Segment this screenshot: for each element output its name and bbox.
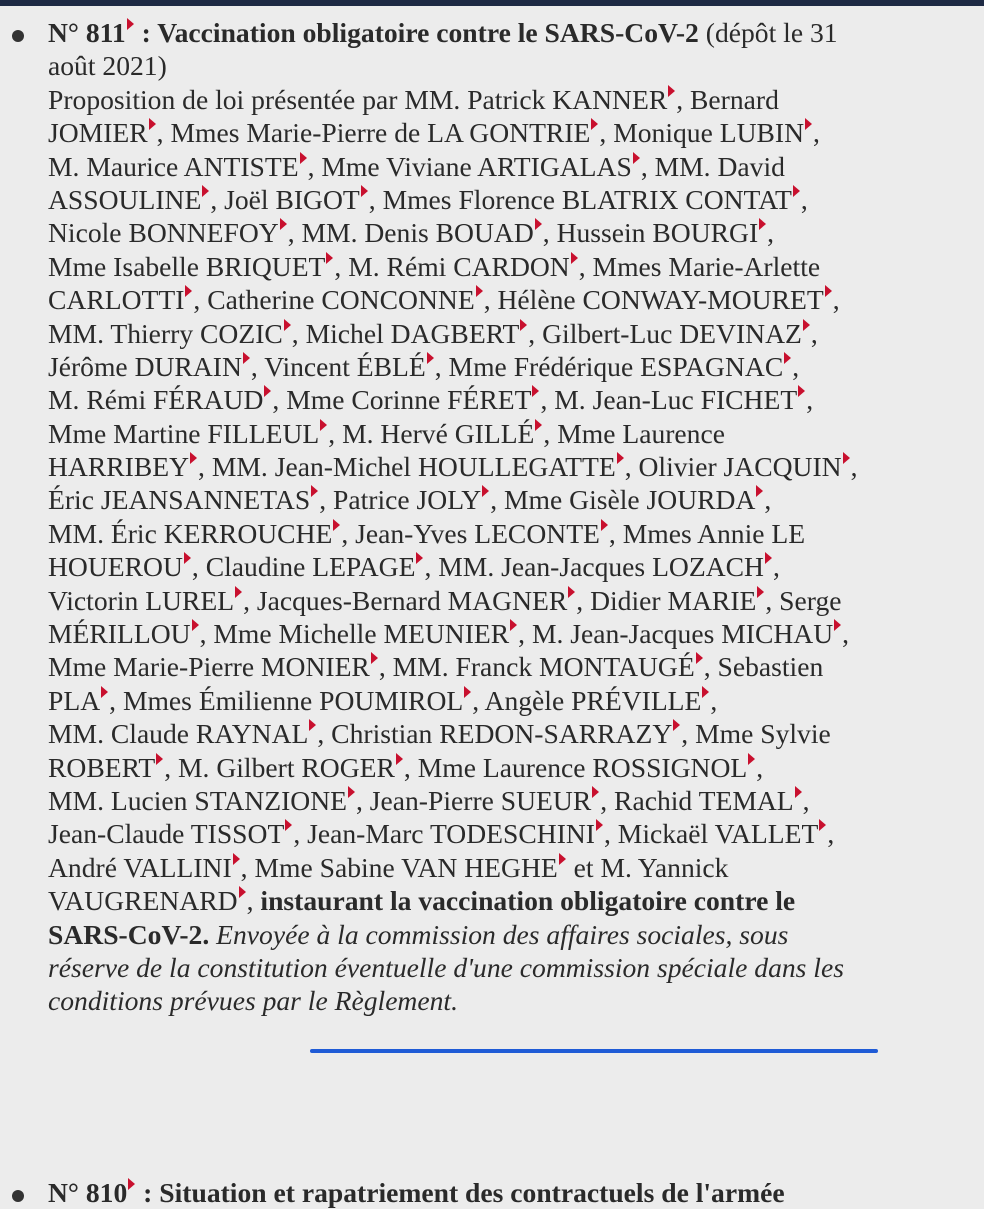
highlight-underline [310, 1049, 878, 1053]
senator-name-link[interactable]: Mme Marie-Pierre MONIER [48, 651, 370, 683]
senator-name-link[interactable]: , Hélène CONWAY-MOURET [483, 284, 824, 316]
text-line [48, 150, 970, 183]
marker-icon [568, 586, 575, 598]
marker-icon [361, 185, 368, 197]
senator-name-link[interactable]: , Catherine CONCONNE [193, 284, 475, 316]
text-line [48, 450, 970, 483]
senator-name-link[interactable]: Mme Martine FILLEUL [48, 417, 320, 449]
senator-name-link[interactable]: ROBERT [48, 751, 156, 783]
senator-name-link[interactable]: , Mme Gisèle JOURDA [490, 484, 756, 516]
bill-purpose: SARS-CoV-2. [48, 918, 210, 950]
text-segment: , [832, 284, 840, 316]
marker-icon [239, 886, 246, 898]
marker-icon [535, 419, 542, 431]
marker-icon [371, 652, 378, 664]
text-segment: et M. Yannick [566, 851, 729, 883]
marker-icon [311, 485, 318, 497]
marker-icon [702, 686, 709, 698]
text-segment: , [850, 451, 858, 483]
senator-name-link[interactable]: , Didier MARIE [576, 584, 757, 616]
senator-name-link[interactable]: , MM. Franck MONTAUGÉ [378, 651, 695, 683]
marker-icon [757, 586, 764, 598]
senator-name-link[interactable]: , Jacques-Bernard MAGNER [243, 584, 568, 616]
text-line [48, 417, 970, 450]
senator-name-link[interactable]: , Gilbert-Luc DEVINAZ [528, 317, 802, 349]
senator-name-link[interactable]: , Hussein BOURGI [542, 217, 759, 249]
marker-icon [264, 385, 271, 397]
text-line [48, 83, 970, 116]
text-segment: , [806, 384, 814, 416]
marker-icon [843, 452, 850, 464]
text-line [48, 250, 970, 283]
text-line [48, 483, 970, 516]
senator-name-link[interactable]: CARLOTTI [48, 284, 185, 316]
senator-name-link[interactable]: , Mme Viviane ARTIGALAS [307, 150, 632, 182]
text-segment: , [772, 551, 780, 583]
senator-name-link[interactable]: , Mme Sabine VAN HEGHE [240, 851, 558, 883]
senator-name-link[interactable]: , MM. Jean-Michel HOULLEGATTE [198, 451, 616, 483]
marker-icon [591, 118, 598, 130]
marker-icon [348, 786, 355, 798]
text-segment: , [710, 684, 718, 716]
text-segment: , Mmes Marie-Arlette [578, 250, 821, 282]
marker-icon [520, 319, 527, 331]
referral-note: Envoyée à la commission des affaires sociales, sous [209, 918, 789, 950]
senator-name-link[interactable]: , Jean-Pierre SUEUR [355, 784, 592, 816]
marker-icon [617, 452, 624, 464]
text-line [48, 283, 970, 316]
text-line [48, 717, 970, 750]
senator-name-link[interactable]: Jean-Claude TISSOT [48, 818, 285, 850]
text-segment: , [827, 818, 835, 850]
marker-icon [510, 619, 517, 631]
marker-icon [285, 819, 292, 831]
deposit-date: août 2021) [48, 50, 167, 82]
bill-purpose: instaurant la vaccination obligatoire contre le [260, 885, 796, 917]
marker-icon [128, 1178, 135, 1190]
senator-name-link[interactable]: , M. Jean-Luc FICHET [540, 384, 798, 416]
senator-name-link[interactable]: , Patrice JOLY [319, 484, 482, 516]
senator-name-link[interactable]: MÉRILLOU [48, 618, 191, 650]
marker-icon [202, 185, 209, 197]
marker-icon [592, 786, 599, 798]
senator-name-link[interactable]: , M. Rémi CARDON [334, 250, 570, 282]
text-line [48, 350, 970, 383]
marker-icon [101, 686, 108, 698]
senator-name-link[interactable]: , Claudine LEPAGE [191, 551, 416, 583]
heading-separator: : [136, 1177, 160, 1208]
marker-icon [284, 319, 291, 331]
text-segment: , [802, 784, 810, 816]
marker-icon [482, 485, 489, 497]
text-line [48, 116, 970, 149]
text-line [48, 383, 970, 416]
entry-content [48, 16, 970, 1018]
document-title: Situation et rapatriement des contractuels de l'armée [159, 1177, 785, 1208]
marker-icon [803, 319, 810, 331]
senator-name-link[interactable]: , Christian REDON-SARRAZY [317, 718, 673, 750]
bullet-icon [12, 1190, 24, 1202]
marker-icon [798, 385, 805, 397]
text-segment: , [764, 484, 772, 516]
entry-content [48, 1176, 970, 1209]
senator-name-link[interactable]: , Mickaël VALLET [604, 818, 819, 850]
marker-icon [696, 652, 703, 664]
deposit-date: (dépôt le 31 [698, 17, 838, 48]
text-line [48, 784, 970, 817]
marker-icon [300, 152, 307, 164]
marker-icon [784, 352, 791, 364]
marker-icon [190, 452, 197, 464]
marker-icon [571, 252, 578, 264]
marker-icon [535, 218, 542, 230]
senator-name-link[interactable]: VAUGRENARD [48, 885, 238, 917]
marker-icon [243, 352, 250, 364]
marker-icon [320, 419, 327, 431]
senator-name-link[interactable]: M. Maurice ANTISTE [48, 150, 299, 182]
marker-icon [532, 385, 539, 397]
senator-name-link[interactable]: , MM. Denis BOUAD [287, 217, 534, 249]
senator-name-link[interactable]: , Mmes Marie-Pierre de LA GONTRIE [156, 117, 591, 149]
text-line [48, 684, 970, 717]
marker-icon [326, 252, 333, 264]
text-segment: , [246, 885, 261, 917]
text-segment: , [842, 618, 850, 650]
senator-name-link[interactable]: , Monique LUBIN [599, 117, 805, 149]
senator-name-link[interactable]: , Mme Laurence ROSSIGNOL [403, 751, 748, 783]
marker-icon [464, 686, 471, 698]
senator-name-link[interactable]: PLA [48, 684, 101, 716]
text-line [48, 918, 970, 951]
senator-name-link[interactable]: , Mmes Florence BLATRIX CONTAT [368, 183, 792, 215]
senator-name-link[interactable]: , M. Jean-Jacques MICHAU [518, 618, 834, 650]
senator-name-link[interactable]: , Joël BIGOT [210, 183, 360, 215]
senator-name-link[interactable]: , M. Gilbert ROGER [164, 751, 395, 783]
text-line [48, 650, 970, 683]
senator-name-link[interactable]: JOMIER [48, 117, 148, 149]
text-line [48, 517, 970, 550]
text-line [48, 884, 970, 917]
text-line [48, 984, 970, 1017]
entry-heading-line [48, 49, 970, 82]
marker-icon [825, 285, 832, 297]
heading-separator: : [134, 17, 158, 48]
entry-heading-line [48, 16, 970, 49]
marker-icon [759, 218, 766, 230]
senator-name-link[interactable]: , MM. Jean-Jacques LOZACH [424, 551, 764, 583]
bullet-icon [12, 30, 24, 42]
senator-name-link[interactable]: , Jean-Marc TODESCHINI [293, 818, 595, 850]
marker-icon [559, 853, 566, 865]
entry-heading-line [48, 1176, 970, 1209]
senator-name-link[interactable]: , Vincent ÉBLÉ [250, 350, 426, 382]
senator-name-link[interactable]: M. Rémi FÉRAUD [48, 384, 264, 416]
marker-icon [748, 753, 755, 765]
marker-icon [795, 786, 802, 798]
marker-icon [805, 118, 812, 130]
marker-icon [793, 185, 800, 197]
text-segment: , [800, 183, 808, 215]
senator-name-link[interactable]: André VALLINI [48, 851, 232, 883]
senator-name-link[interactable]: MM. Thierry COZIC [48, 317, 283, 349]
marker-icon [233, 853, 240, 865]
marker-icon [184, 552, 191, 564]
senator-name-link[interactable]: , Rachid TEMAL [600, 784, 794, 816]
text-segment: , Serge [765, 584, 842, 616]
text-line [48, 817, 970, 850]
document-page [0, 6, 984, 1208]
text-segment: , Mme Laurence [543, 417, 725, 449]
senator-name-link[interactable]: Victorin LUREL [48, 584, 235, 616]
marker-icon [333, 519, 340, 531]
text-line [48, 851, 970, 884]
senator-name-link[interactable]: Mme Isabelle BRIQUET [48, 250, 326, 282]
marker-icon [765, 552, 772, 564]
text-segment: , Sebastien [703, 651, 824, 683]
marker-icon [235, 586, 242, 598]
senator-name-link[interactable]: , M. Hervé GILLÉ [328, 417, 535, 449]
senator-name-link[interactable]: , Mme Frédérique ESPAGNAC [434, 350, 784, 382]
senator-name-link[interactable]: Jérôme DURAIN [48, 350, 242, 382]
text-segment: , MM. David [640, 150, 785, 182]
senator-name-link[interactable]: , Angèle PRÉVILLE [472, 684, 702, 716]
text-segment: , Mme Sylvie [681, 718, 831, 750]
senator-name-link[interactable]: Nicole BONNEFOY [48, 217, 279, 249]
senator-name-link[interactable]: MM. Éric KERROUCHE [48, 517, 333, 549]
senator-name-link[interactable]: Éric JEANSANNETAS [48, 484, 311, 516]
text-line [48, 617, 970, 650]
marker-icon [280, 218, 287, 230]
senator-name-link[interactable]: Proposition de loi présentée par MM. Patrick KANNER [48, 83, 668, 115]
text-line [48, 550, 970, 583]
marker-icon [156, 753, 163, 765]
marker-icon [192, 619, 199, 631]
senator-name-link[interactable]: , Olivier JACQUIN [624, 451, 842, 483]
text-segment: , Bernard [676, 83, 779, 115]
senator-name-link[interactable]: MM. Claude RAYNAL [48, 718, 309, 750]
senator-name-link[interactable]: HARRIBEY [48, 451, 190, 483]
text-line [48, 951, 970, 984]
text-segment: , [792, 350, 800, 382]
text-line [48, 183, 970, 216]
referral-note: conditions prévues par le Règlement. [48, 985, 458, 1017]
entry-body [48, 83, 970, 1018]
marker-icon [668, 85, 675, 97]
referral-note: réserve de la constitution éventuelle d'une commission spéciale dans les [48, 951, 844, 983]
senator-name-link[interactable]: HOUEROU [48, 551, 183, 583]
marker-icon [756, 485, 763, 497]
senator-name-link[interactable]: , Mme Michelle MEUNIER [199, 618, 510, 650]
marker-icon [596, 819, 603, 831]
marker-icon [416, 552, 423, 564]
marker-icon [476, 285, 483, 297]
document-number-link[interactable]: N° 811 [48, 17, 126, 48]
text-line [48, 751, 970, 784]
text-segment: , Mmes Annie LE [608, 517, 806, 549]
marker-icon [834, 619, 841, 631]
marker-icon [427, 352, 434, 364]
marker-icon [309, 719, 316, 731]
marker-icon [396, 753, 403, 765]
text-segment: , [810, 317, 818, 349]
marker-icon [127, 18, 134, 30]
marker-icon [819, 819, 826, 831]
senator-name-link[interactable]: , Jean-Yves LECONTE [341, 517, 600, 549]
text-segment: , [813, 117, 820, 149]
senator-name-link[interactable]: , Mmes Émilienne POUMIROL [109, 684, 464, 716]
senator-name-link[interactable]: ASSOULINE [48, 183, 202, 215]
marker-icon [601, 519, 608, 531]
text-line [48, 317, 970, 350]
marker-icon [673, 719, 680, 731]
senator-name-link[interactable]: MM. Lucien STANZIONE [48, 784, 347, 816]
text-segment: , [756, 751, 764, 783]
text-segment: , [767, 217, 775, 249]
senator-name-link[interactable]: , Michel DAGBERT [291, 317, 520, 349]
marker-icon [185, 285, 192, 297]
text-line [48, 216, 970, 249]
senator-name-link[interactable]: , Mme Corinne FÉRET [272, 384, 532, 416]
marker-icon [633, 152, 640, 164]
document-title: Vaccination obligatoire contre le SARS-CoV-2 [157, 17, 699, 48]
text-line [48, 584, 970, 617]
document-number-link[interactable]: N° 810 [48, 1177, 128, 1208]
marker-icon [149, 118, 156, 130]
